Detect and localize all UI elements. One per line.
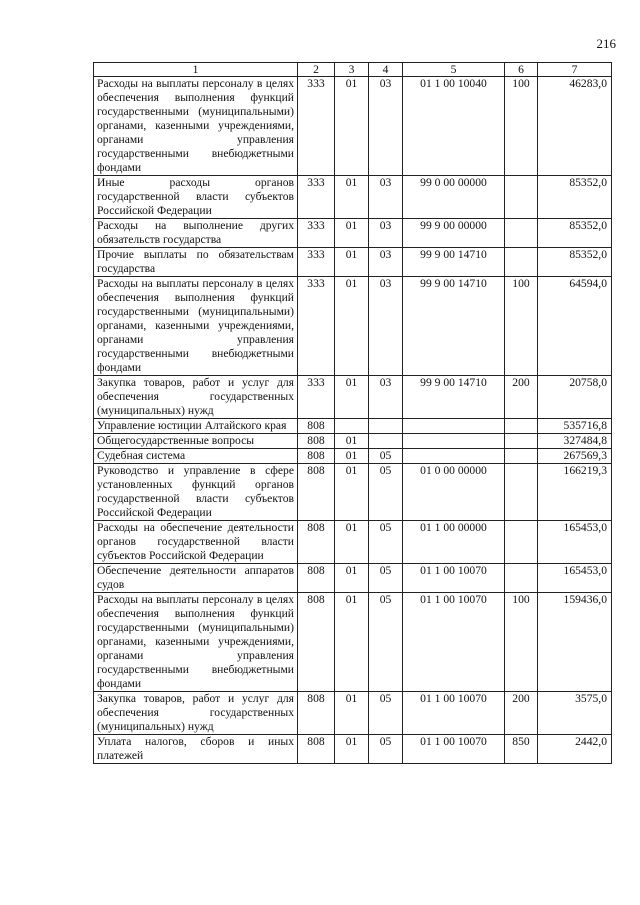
row-csr-cell: 01 1 00 10070 — [403, 593, 505, 692]
column-header-6: 6 — [505, 63, 538, 77]
table-row — [94, 219, 612, 248]
budget-table — [93, 62, 612, 764]
row-pr-cell: 03 — [369, 248, 403, 277]
row-sum-cell: 85352,0 — [538, 248, 612, 277]
row-vr-cell — [505, 176, 538, 219]
row-sum-cell: 46283,0 — [538, 77, 612, 176]
row-name-cell: Расходы на выплаты персоналу в целях обеспечения выполнения функций государственными (муниципальными) органами, казенными учреждениями, органами управления государственными внебюджетными фондами — [94, 593, 298, 692]
row-pr-cell: 05 — [369, 449, 403, 464]
column-header-7: 7 — [538, 63, 612, 77]
column-header-4: 4 — [369, 63, 403, 77]
row-sum-cell: 3575,0 — [538, 692, 612, 735]
table-row — [94, 419, 612, 434]
table-row — [94, 464, 612, 521]
row-pr-cell: 05 — [369, 593, 403, 692]
row-sum-cell: 85352,0 — [538, 219, 612, 248]
row-pr-cell: 03 — [369, 277, 403, 376]
row-name-cell: Прочие выплаты по обязательствам государства — [94, 248, 298, 277]
row-rz-cell: 01 — [335, 521, 369, 564]
row-vr-cell: 200 — [505, 692, 538, 735]
table-row — [94, 521, 612, 564]
row-rz-cell: 01 — [335, 464, 369, 521]
row-vr-cell: 200 — [505, 376, 538, 419]
row-vr-cell: 100 — [505, 77, 538, 176]
row-name-cell: Общегосударственные вопросы — [94, 434, 298, 449]
row-rz-cell: 01 — [335, 77, 369, 176]
row-name-cell: Расходы на выполнение других обязательств государства — [94, 219, 298, 248]
row-ved-cell: 333 — [298, 376, 335, 419]
row-vr-cell — [505, 248, 538, 277]
row-csr-cell: 01 1 00 10070 — [403, 692, 505, 735]
column-header-5: 5 — [403, 63, 505, 77]
row-rz-cell: 01 — [335, 735, 369, 764]
row-sum-cell: 535716,8 — [538, 419, 612, 434]
row-pr-cell: 03 — [369, 176, 403, 219]
row-ved-cell: 333 — [298, 277, 335, 376]
row-csr-cell — [403, 434, 505, 449]
table-row — [94, 376, 612, 419]
table-row — [94, 593, 612, 692]
row-vr-cell: 100 — [505, 277, 538, 376]
table-row — [94, 692, 612, 735]
row-rz-cell: 01 — [335, 593, 369, 692]
column-header-3: 3 — [335, 63, 369, 77]
row-name-cell: Руководство и управление в сфере установленных функций органов государственной власти субъектов Российской Федерации — [94, 464, 298, 521]
row-csr-cell: 01 1 00 10070 — [403, 735, 505, 764]
row-sum-cell: 327484,8 — [538, 434, 612, 449]
row-vr-cell — [505, 464, 538, 521]
row-sum-cell: 165453,0 — [538, 564, 612, 593]
row-pr-cell: 05 — [369, 692, 403, 735]
row-rz-cell: 01 — [335, 449, 369, 464]
table-row — [94, 735, 612, 764]
row-name-cell: Закупка товаров, работ и услуг для обеспечения государственных (муниципальных) нужд — [94, 376, 298, 419]
row-sum-cell: 20758,0 — [538, 376, 612, 419]
row-ved-cell: 808 — [298, 449, 335, 464]
page-number: 216 — [596, 36, 616, 51]
row-ved-cell: 333 — [298, 77, 335, 176]
row-vr-cell — [505, 564, 538, 593]
row-ved-cell: 808 — [298, 419, 335, 434]
row-csr-cell: 99 9 00 14710 — [403, 277, 505, 376]
column-header-1: 1 — [94, 63, 298, 77]
row-sum-cell: 267569,3 — [538, 449, 612, 464]
row-name-cell: Уплата налогов, сборов и иных платежей — [94, 735, 298, 764]
row-ved-cell: 808 — [298, 521, 335, 564]
row-csr-cell: 99 0 00 00000 — [403, 176, 505, 219]
table-row — [94, 564, 612, 593]
row-pr-cell: 03 — [369, 376, 403, 419]
row-csr-cell: 01 1 00 10070 — [403, 564, 505, 593]
row-vr-cell — [505, 521, 538, 564]
row-name-cell: Закупка товаров, работ и услуг для обеспечения государственных (муниципальных) нужд — [94, 692, 298, 735]
row-sum-cell: 165453,0 — [538, 521, 612, 564]
row-csr-cell — [403, 449, 505, 464]
row-vr-cell — [505, 434, 538, 449]
table-row — [94, 434, 612, 449]
row-ved-cell: 808 — [298, 735, 335, 764]
row-pr-cell: 05 — [369, 735, 403, 764]
row-ved-cell: 808 — [298, 434, 335, 449]
row-rz-cell: 01 — [335, 434, 369, 449]
row-csr-cell: 99 9 00 00000 — [403, 219, 505, 248]
row-vr-cell: 850 — [505, 735, 538, 764]
table-row — [94, 176, 612, 219]
row-ved-cell: 333 — [298, 176, 335, 219]
row-name-cell: Управление юстиции Алтайского края — [94, 419, 298, 434]
row-rz-cell: 01 — [335, 248, 369, 277]
row-csr-cell — [403, 419, 505, 434]
row-sum-cell: 2442,0 — [538, 735, 612, 764]
row-csr-cell: 99 9 00 14710 — [403, 376, 505, 419]
row-vr-cell — [505, 449, 538, 464]
row-pr-cell: 05 — [369, 564, 403, 593]
row-pr-cell: 03 — [369, 77, 403, 176]
row-ved-cell: 808 — [298, 464, 335, 521]
row-rz-cell — [335, 419, 369, 434]
row-sum-cell: 85352,0 — [538, 176, 612, 219]
row-sum-cell: 166219,3 — [538, 464, 612, 521]
table-header-row — [94, 63, 612, 77]
row-pr-cell — [369, 434, 403, 449]
row-name-cell: Обеспечение деятельности аппаратов судов — [94, 564, 298, 593]
table-row — [94, 277, 612, 376]
row-sum-cell: 159436,0 — [538, 593, 612, 692]
row-csr-cell: 01 1 00 10040 — [403, 77, 505, 176]
row-pr-cell: 05 — [369, 464, 403, 521]
row-rz-cell: 01 — [335, 277, 369, 376]
row-ved-cell: 808 — [298, 564, 335, 593]
row-csr-cell: 99 9 00 14710 — [403, 248, 505, 277]
row-pr-cell: 03 — [369, 219, 403, 248]
row-pr-cell — [369, 419, 403, 434]
row-name-cell: Судебная система — [94, 449, 298, 464]
row-csr-cell: 01 1 00 00000 — [403, 521, 505, 564]
table-row — [94, 77, 612, 176]
row-name-cell: Расходы на выплаты персоналу в целях обеспечения выполнения функций государственными (муниципальными) органами, казенными учреждениями, органами управления государственными внебюджетными фондами — [94, 77, 298, 176]
row-name-cell: Расходы на выплаты персоналу в целях обеспечения выполнения функций государственными (муниципальными) органами, казенными учреждениями, органами управления государственными внебюджетными фондами — [94, 277, 298, 376]
row-name-cell: Иные расходы органов государственной власти субъектов Российской Федерации — [94, 176, 298, 219]
table-body — [94, 77, 612, 764]
row-csr-cell: 01 0 00 00000 — [403, 464, 505, 521]
table-row — [94, 449, 612, 464]
row-ved-cell: 808 — [298, 692, 335, 735]
row-vr-cell: 100 — [505, 593, 538, 692]
row-vr-cell — [505, 219, 538, 248]
row-ved-cell: 333 — [298, 219, 335, 248]
column-header-2: 2 — [298, 63, 335, 77]
row-pr-cell: 05 — [369, 521, 403, 564]
row-vr-cell — [505, 419, 538, 434]
row-rz-cell: 01 — [335, 176, 369, 219]
row-name-cell: Расходы на обеспечение деятельности органов государственной власти субъектов Российской Федерации — [94, 521, 298, 564]
row-ved-cell: 808 — [298, 593, 335, 692]
row-ved-cell: 333 — [298, 248, 335, 277]
row-rz-cell: 01 — [335, 376, 369, 419]
table-row — [94, 248, 612, 277]
row-rz-cell: 01 — [335, 219, 369, 248]
row-sum-cell: 64594,0 — [538, 277, 612, 376]
row-rz-cell: 01 — [335, 692, 369, 735]
row-rz-cell: 01 — [335, 564, 369, 593]
